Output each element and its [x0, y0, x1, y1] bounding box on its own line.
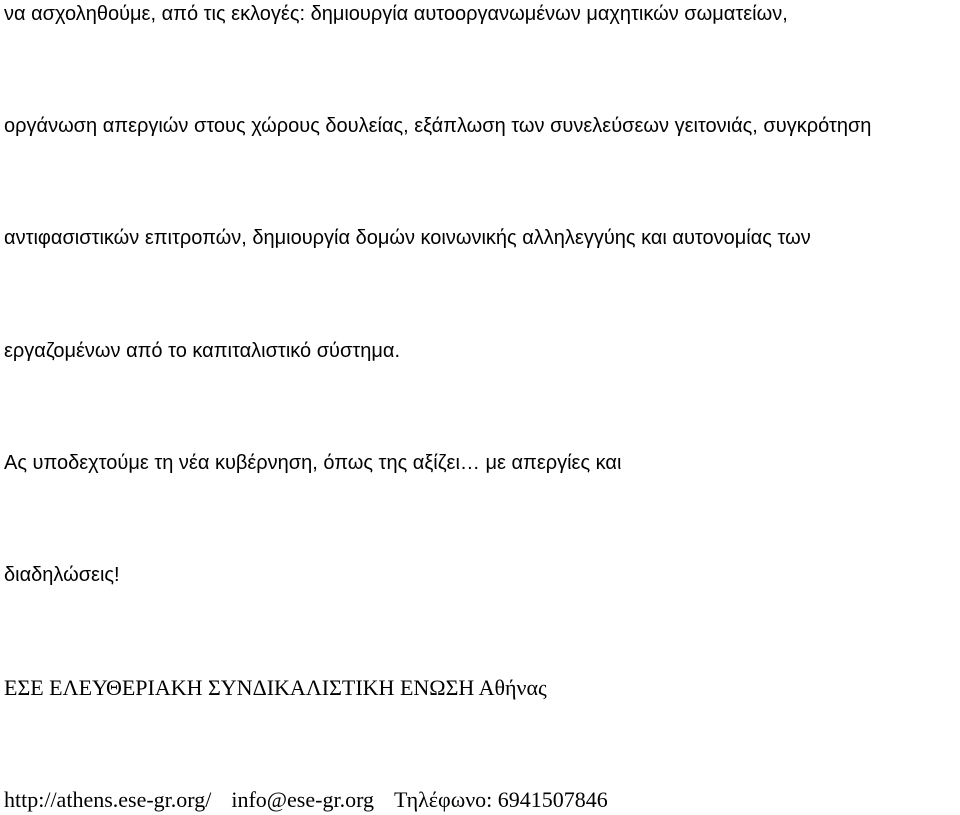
phone-number: Τηλέφωνο: 6941507846 [394, 787, 608, 812]
paragraph1-line3: αντιφασιστικών επιτροπών, δημιουργία δομών κοινωνικής αλληλεγγύης και αυτονομίας των [4, 227, 811, 249]
email-link[interactable]: info@ese-gr.org [231, 787, 374, 812]
website-link[interactable]: http://athens.ese-gr.org/ [4, 787, 212, 812]
contact-line [4, 788, 608, 812]
paragraph1-line1: να ασχοληθούμε, από τις εκλογές: δημιουργία αυτοοργανωμένων μαχητικών σωματείων, [4, 3, 788, 25]
paragraph1-line2: οργάνωση απεργιών στους χώρους δουλείας, εξάπλωση των συνελεύσεων γειτονιάς, συγκρότηση [4, 115, 872, 137]
paragraph2-line2: διαδηλώσεις! [4, 564, 120, 586]
signature: ΕΣΕ ΕΛΕΥΘΕΡΙΑΚΗ ΣΥΝΔΙΚΑΛΙΣΤΙΚΗ ΕΝΩΣΗ Αθήνας [4, 675, 547, 700]
paragraph2-line1: Ας υποδεχτούμε τη νέα κυβέρνηση, όπως της αξίζει… με απεργίες και [4, 452, 622, 474]
paragraph1-line4: εργαζομένων από το καπιταλιστικό σύστημα. [4, 340, 401, 362]
